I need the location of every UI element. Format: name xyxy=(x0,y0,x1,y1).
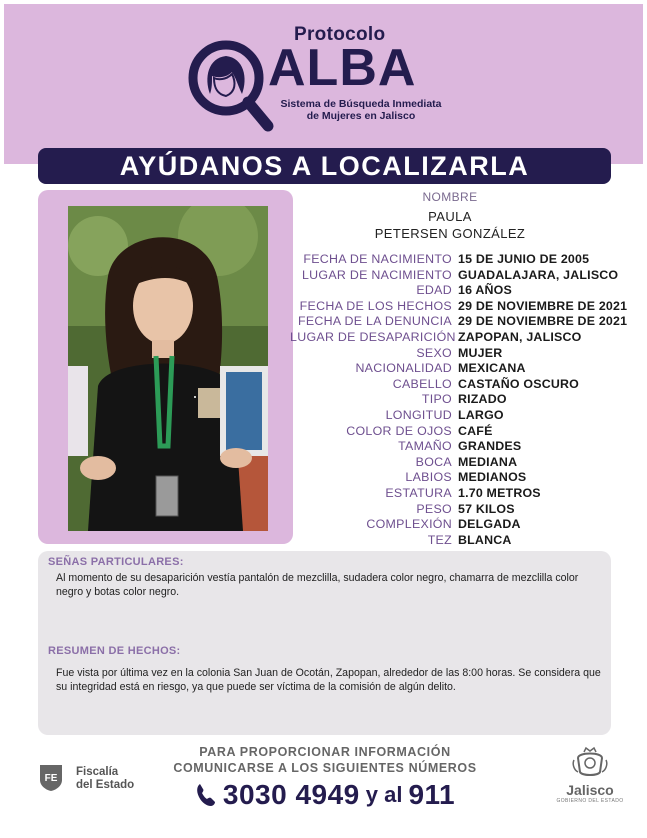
field-label: FECHA DE LOS HECHOS xyxy=(299,298,452,313)
fiscalia-logo xyxy=(36,762,166,802)
field-label: FECHA DE LA DENUNCIA xyxy=(297,314,452,329)
field-row xyxy=(290,377,640,393)
jalisco-subtitle: GOBIERNO DEL ESTADO xyxy=(556,798,624,804)
fiscalia-badge-text: FE xyxy=(44,773,58,784)
field-label: BOCA xyxy=(415,454,452,469)
logo-subtitle xyxy=(266,98,456,122)
field-label: CABELLO xyxy=(392,376,452,391)
resumen-title: RESUMEN DE HECHOS: xyxy=(48,645,181,657)
contact-line2: COMUNICARSE A LOS SIGUIENTES NÚMEROS xyxy=(173,761,477,775)
logo-subtitle-line1: Sistema de Búsqueda Inmediata xyxy=(280,98,442,110)
field-row xyxy=(290,392,640,408)
first-name: PAULA xyxy=(428,209,472,224)
field-value: MUJER xyxy=(458,345,503,360)
field-value: RIZADO xyxy=(458,392,507,407)
field-value: 29 DE NOVIEMBRE DE 2021 xyxy=(458,298,628,313)
jalisco-crest-icon xyxy=(570,746,610,780)
field-value: GUADALAJARA, JALISCO xyxy=(458,267,619,282)
field-row xyxy=(290,470,640,486)
senas-text: Al momento de su desaparición vestía pantalón de mezclilla, sudadera color negro, chamarra de mezclilla color negro y botas color negro. xyxy=(56,572,579,598)
jalisco-word: Jalisco xyxy=(566,782,614,798)
field-label: TEZ xyxy=(427,532,452,547)
and-text: y al xyxy=(365,782,403,807)
phone-number-2[interactable]: 911 xyxy=(408,779,456,810)
field-row xyxy=(290,252,640,268)
nombre-label: NOMBRE xyxy=(422,190,478,204)
person-photo-illustration xyxy=(68,206,268,531)
field-row xyxy=(290,486,640,502)
field-label: TIPO xyxy=(421,392,452,407)
field-value: MEXICANA xyxy=(458,361,526,376)
field-label: NACIONALIDAD xyxy=(355,361,452,376)
field-row xyxy=(290,424,640,440)
field-row xyxy=(290,330,640,346)
field-label: LUGAR DE DESAPARICIÓN xyxy=(290,329,456,344)
fiscalia-text xyxy=(76,766,134,792)
field-label: PESO xyxy=(416,501,452,516)
contact-line1: PARA PROPORCIONAR INFORMACIÓN xyxy=(199,745,451,759)
field-label: LONGITUD xyxy=(385,407,452,422)
field-value: MEDIANA xyxy=(458,454,518,469)
field-value: 57 KILOS xyxy=(458,501,515,516)
phone-numbers xyxy=(160,778,490,812)
field-row xyxy=(290,455,640,471)
magnifier-woman-icon xyxy=(186,38,274,132)
field-row xyxy=(290,502,640,518)
person-photo xyxy=(68,206,268,531)
fiscalia-line1: Fiscalía xyxy=(76,766,119,778)
field-value: CASTAÑO OSCURO xyxy=(458,376,579,391)
protocolo-alba-logo xyxy=(186,22,476,142)
field-label: ESTATURA xyxy=(385,485,452,500)
headline-banner: AYÚDANOS A LOCALIZARLA xyxy=(38,148,611,184)
field-label: TAMAÑO xyxy=(398,439,452,454)
field-row xyxy=(290,346,640,362)
logo-alba-text: ALBA xyxy=(268,39,417,97)
field-label: FECHA DE NACIMIENTO xyxy=(303,252,452,266)
field-row xyxy=(290,268,640,284)
field-value: 29 DE NOVIEMBRE DE 2021 xyxy=(458,314,628,329)
field-row xyxy=(290,408,640,424)
senas-title: SEÑAS PARTICULARES: xyxy=(48,556,184,568)
person-fields xyxy=(290,252,640,548)
field-label: EDAD xyxy=(416,283,452,298)
field-value: BLANCA xyxy=(458,532,512,547)
field-label: COMPLEXIÓN xyxy=(366,517,452,532)
field-row xyxy=(290,533,640,549)
field-value: DELGADA xyxy=(458,517,521,532)
field-label: LUGAR DE NACIMIENTO xyxy=(301,267,452,282)
field-value: ZAPOPAN, JALISCO xyxy=(458,329,582,344)
field-value: GRANDES xyxy=(458,439,522,454)
field-row xyxy=(290,439,640,455)
logo-protocolo-text: Protocolo xyxy=(294,24,386,45)
field-value: MEDIANOS xyxy=(458,470,527,485)
fiscalia-line2: del Estado xyxy=(76,779,135,791)
jalisco-logo xyxy=(555,746,625,812)
phone-icon xyxy=(195,782,217,808)
field-label: SEXO xyxy=(416,345,452,360)
last-name: PETERSEN GONZÁLEZ xyxy=(374,226,526,241)
field-value: LARGO xyxy=(458,407,504,422)
logo-subtitle-line2: de Mujeres en Jalisco xyxy=(306,110,416,122)
phone-number-1[interactable]: 3030 4949 xyxy=(222,779,360,810)
field-value: 16 AÑOS xyxy=(458,283,512,298)
field-row xyxy=(290,517,640,533)
field-row xyxy=(290,299,640,315)
field-label: COLOR DE OJOS xyxy=(346,423,452,438)
field-row xyxy=(290,314,640,330)
field-value: CAFÉ xyxy=(458,423,493,438)
field-label: LABIOS xyxy=(405,470,452,485)
resumen-text: Fue vista por última vez en la colonia San Juan de Ocotán, Zapopan, alrededor de las 8:00 horas. Se considera que su integridad está en riesgo, ya que puede ser víctima de la comisión de algún delito. xyxy=(56,667,601,693)
contact-info xyxy=(160,744,490,812)
field-value: 15 DE JUNIO DE 2005 xyxy=(458,252,590,266)
fiscalia-shield-icon xyxy=(36,762,66,792)
field-value: 1.70 METROS xyxy=(458,485,541,500)
field-row xyxy=(290,283,640,299)
field-row xyxy=(290,361,640,377)
